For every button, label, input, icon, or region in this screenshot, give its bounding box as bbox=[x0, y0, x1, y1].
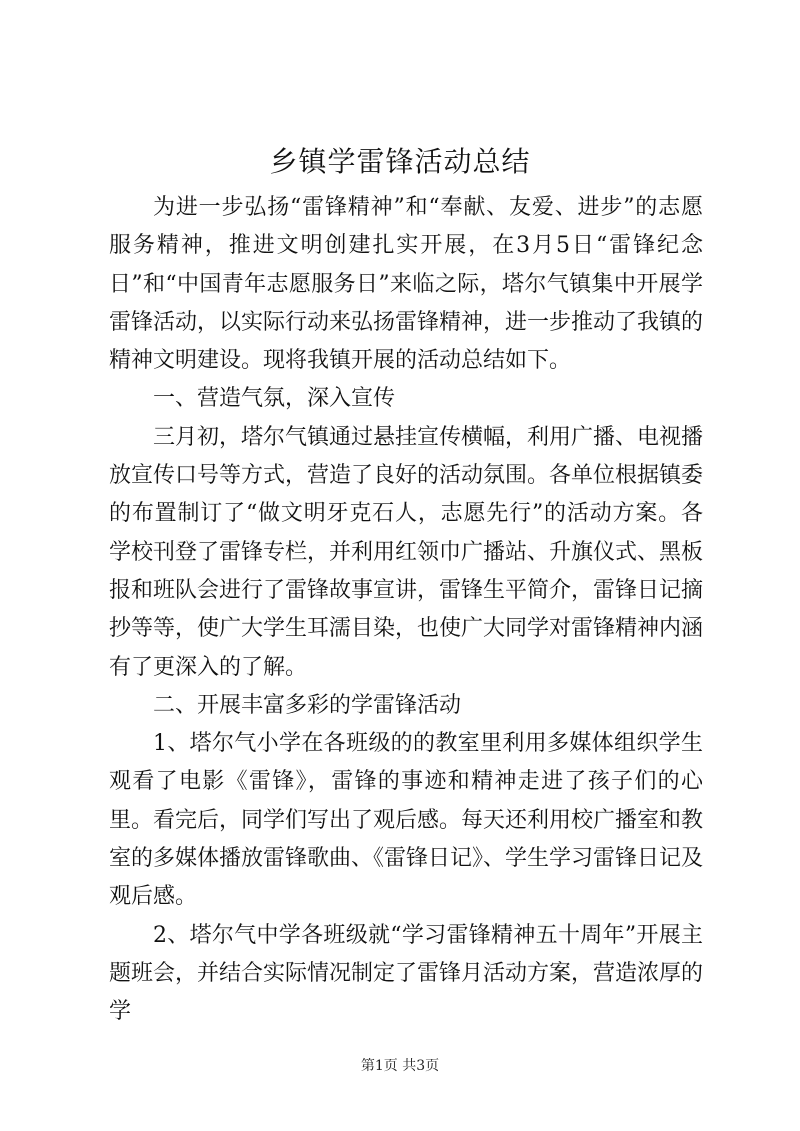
paragraph-item-1: 1、塔尔气小学在各班级的的教室里利用多媒体组织学生观看了电影《雷锋》，雷锋的事迹和精神走进了孩子们的心里。看完后，同学们写出了观后感。每天还利用校广播室和教室的多媒体播放雷锋歌曲、《雷锋日记》、学生学习雷锋日记及观后感。 bbox=[109, 731, 704, 910]
paragraph-intro: 为进一步弘扬“雷锋精神”和“奉献、友爱、进步”的志愿服务精神，推进文明创建扎实开展，在3月5日“雷锋纪念日”和“中国青年志愿服务日”来临之际，塔尔气镇集中开展学雷锋活动，以实际行动来弘扬雷锋精神，进一步推动了我镇的精神文明建设。现将我镇开展的活动总结如下。 bbox=[109, 195, 704, 374]
document-title: 乡镇学雷锋活动总结 bbox=[269, 145, 531, 178]
paragraph-section-1: 三月初，塔尔气镇通过悬挂宣传横幅，利用广播、电视播放宣传口号等方式，营造了良好的活动氛围。各单位根据镇委的布置制订了“做文明牙克石人，志愿先行”的活动方案。各学校刊登了雷锋专栏，并利用红领巾广播站、升旗仪式、黑板报和班队会进行了雷锋故事宣讲，雷锋生平简介，雷锋日记摘抄等等，使广大学生耳濡目染，也使广大同学对雷锋精神内涵有了更深入的了解。 bbox=[109, 424, 704, 680]
paragraph-item-2: 2、塔尔气中学各班级就“学习雷锋精神五十周年”开展主题班会，并结合实际情况制定了雷锋月活动方案，营造浓厚的学 bbox=[109, 922, 704, 1025]
page-number-footer: 第1页 共3页 bbox=[360, 1058, 440, 1074]
document-body bbox=[109, 189, 703, 1032]
section-heading-1: 一、营造气氛，深入宣传 bbox=[153, 386, 396, 412]
section-heading-2: 二、开展丰富多彩的学雷锋活动 bbox=[153, 692, 462, 718]
